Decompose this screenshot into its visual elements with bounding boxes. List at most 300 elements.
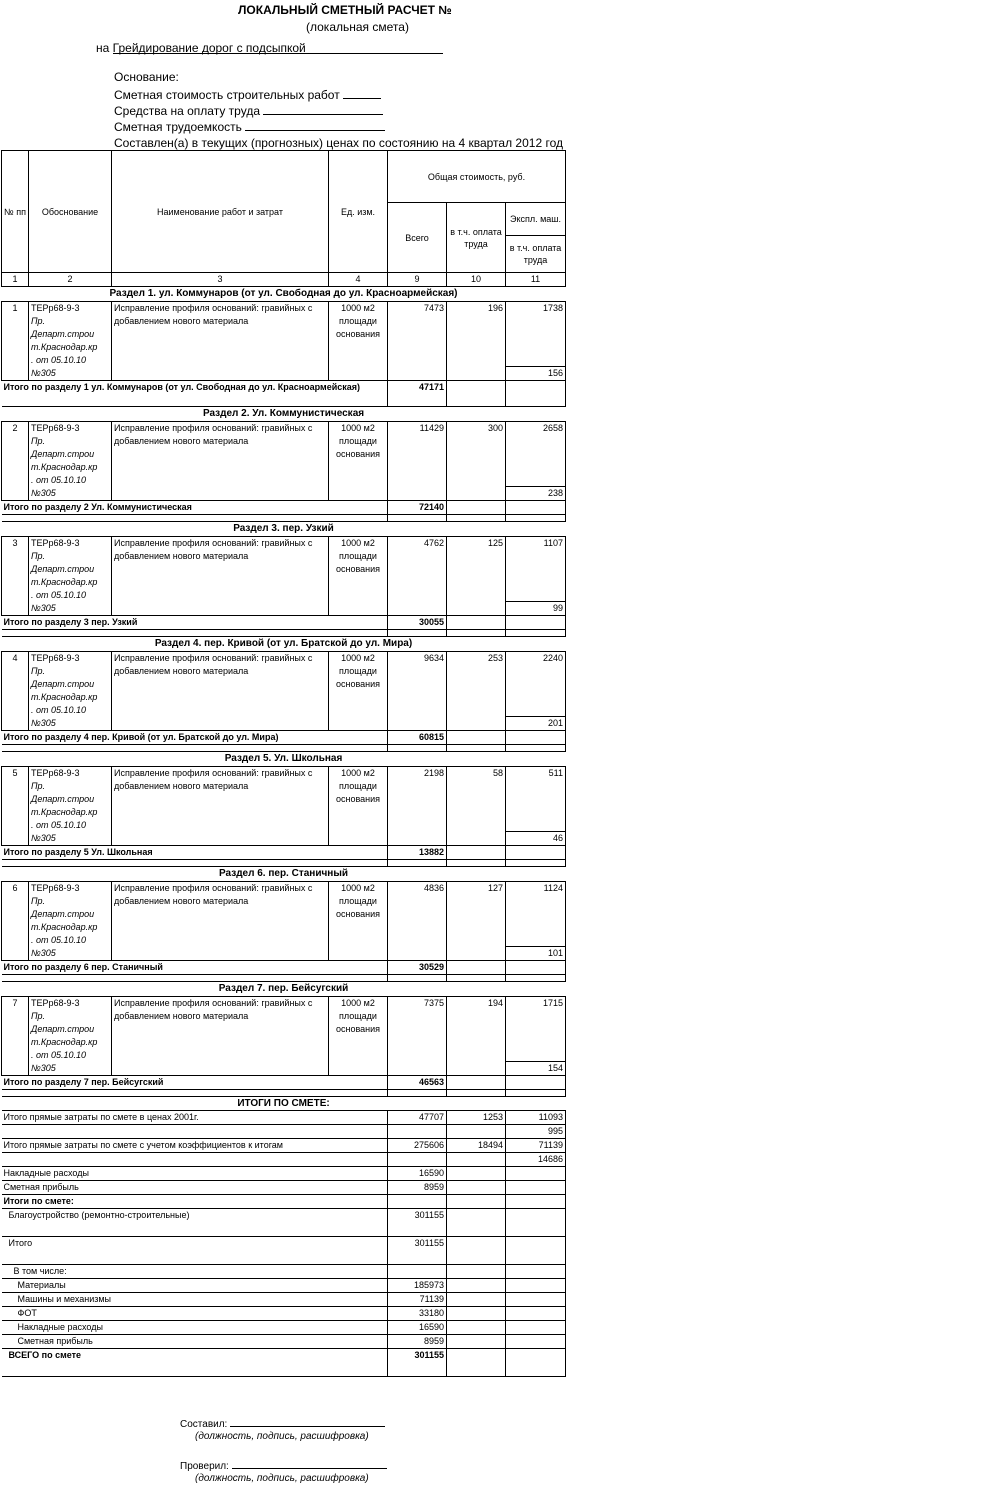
- item-num: 6: [2, 882, 29, 961]
- item-machines: [506, 537, 566, 616]
- spacer: [447, 1237, 506, 1265]
- item-num: 1: [2, 302, 29, 381]
- document-subtitle: (локальная смета): [306, 20, 409, 34]
- section-row: [2, 407, 566, 422]
- section-title: Раздел 4. пер. Кривой (от ул. Братской до ул. Мира): [2, 637, 566, 652]
- direct-coef-machines-labor: 14686: [506, 1153, 566, 1167]
- spacer: [388, 515, 447, 522]
- machines-value: 1738: [543, 303, 564, 313]
- spacer: [506, 1335, 566, 1349]
- spacer: [2, 515, 388, 522]
- subtotal-value: 72140: [388, 501, 447, 515]
- totals-row: [2, 1209, 566, 1237]
- spacer: [447, 1321, 506, 1335]
- totals-value: 71139: [388, 1293, 447, 1307]
- item-basis-line: №305: [31, 1063, 56, 1073]
- labor-fund-line: [114, 102, 383, 118]
- spacer: [2, 745, 388, 752]
- item-basis-line: Пр.: [31, 436, 46, 446]
- subtotal-row: [2, 1076, 566, 1090]
- spacer: [447, 1279, 506, 1293]
- spacer: [447, 1209, 506, 1237]
- totals-row: [2, 1293, 566, 1307]
- spacer: [447, 1265, 506, 1279]
- item-basis-line: Пр.: [31, 896, 46, 906]
- spacer: [2, 975, 388, 982]
- composed-line: [180, 1416, 385, 1430]
- machines-value: 1715: [543, 998, 564, 1008]
- machines-value: 2240: [543, 653, 564, 663]
- spacer: [2, 1125, 388, 1139]
- machines-labor-value: 238: [506, 486, 565, 500]
- spacer: [388, 745, 447, 752]
- composed-hint: (должность, подпись, расшифровка): [195, 1431, 369, 1442]
- spacer: [447, 1195, 506, 1209]
- section-title: Раздел 7. пер. Бейсугский: [2, 982, 566, 997]
- item-code: ТЕРр68-9-3: [31, 423, 80, 433]
- col-header-basis: Обоснование: [29, 151, 112, 273]
- item-num: 5: [2, 767, 29, 846]
- item-basis-line: т.Краснодар.кр: [31, 922, 98, 932]
- totals-row: [2, 1237, 566, 1265]
- totals-value: [388, 1195, 447, 1209]
- table-row: [2, 302, 566, 381]
- direct-2001-machines-labor: 995: [506, 1125, 566, 1139]
- item-unit: 1000 м2 площади основания: [329, 302, 388, 381]
- item-basis-line: . от 05.10.10: [31, 355, 87, 365]
- direct-coef-labor: 18494: [447, 1139, 506, 1153]
- totals-value: 8959: [388, 1335, 447, 1349]
- item-labor: 194: [447, 997, 506, 1076]
- item-total: 4836: [388, 882, 447, 961]
- subtotal-empty: [506, 381, 566, 407]
- spacer: [388, 1090, 447, 1097]
- machines-labor-value: 101: [506, 946, 565, 960]
- totals-row: [2, 1181, 566, 1195]
- composed-label: Составил:: [180, 1419, 228, 1430]
- spacer: [2, 1153, 388, 1167]
- section-row: [2, 287, 566, 302]
- spacer: [447, 1153, 506, 1167]
- subtotal-row: [2, 501, 566, 515]
- subtotal-label: Итого по разделу 7 пер. Бейсугский: [2, 1076, 388, 1090]
- subtotal-row: [2, 846, 566, 860]
- item-machines: [506, 767, 566, 846]
- item-total: 2198: [388, 767, 447, 846]
- col-index: 3: [112, 273, 329, 287]
- item-basis-line: Пр.: [31, 551, 46, 561]
- item-labor: 300: [447, 422, 506, 501]
- document-title: ЛОКАЛЬНЫЙ СМЕТНЫЙ РАСЧЕТ №: [238, 3, 452, 17]
- item-basis-line: . от 05.10.10: [31, 475, 87, 485]
- totals-value: 16590: [388, 1167, 447, 1181]
- item-labor: 125: [447, 537, 506, 616]
- spacer: [447, 975, 506, 982]
- item-total: 7375: [388, 997, 447, 1076]
- spacer: [2, 1090, 388, 1097]
- item-basis-line: Департ.строи: [31, 794, 95, 804]
- machines-value: 2658: [543, 423, 564, 433]
- subtotal-value: 13882: [388, 846, 447, 860]
- spacer: [388, 975, 447, 982]
- section-title: Раздел 2. Ул. Коммунистическая: [2, 407, 566, 422]
- col-header-all: Всего: [388, 203, 447, 273]
- subtotal-value: 60815: [388, 731, 447, 745]
- machines-cell: [506, 537, 565, 615]
- subtotal-empty: [506, 846, 566, 860]
- subtotal-label: Итого по разделу 3 пер. Узкий: [2, 616, 388, 630]
- subtotal-row: [2, 731, 566, 745]
- machines-labor-value: 46: [506, 831, 565, 845]
- item-basis-line: Департ.строи: [31, 909, 95, 919]
- col-header-machines-labor: в т.ч. оплата труда: [506, 236, 566, 273]
- spacer: [447, 1167, 506, 1181]
- col-header-unit: Ед. изм.: [329, 151, 388, 273]
- col-header-num: № пп: [2, 151, 29, 273]
- spacer: [506, 1307, 566, 1321]
- item-labor: 58: [447, 767, 506, 846]
- section-row: [2, 637, 566, 652]
- item-basis: [29, 767, 112, 846]
- item-basis: [29, 302, 112, 381]
- item-basis-line: т.Краснодар.кр: [31, 342, 98, 352]
- spacer: [447, 1125, 506, 1139]
- item-code: ТЕРр68-9-3: [31, 768, 80, 778]
- totals-row: [2, 1195, 566, 1209]
- item-name: Исправление профиля оснований: гравийных с добавлением нового материала: [112, 882, 329, 961]
- subtotal-empty: [447, 501, 506, 515]
- totals-value: 301155: [388, 1237, 447, 1265]
- table-row: [2, 882, 566, 961]
- item-basis-line: т.Краснодар.кр: [31, 1037, 98, 1047]
- spacer: [447, 515, 506, 522]
- col-index: 10: [447, 273, 506, 287]
- item-basis-line: т.Краснодар.кр: [31, 807, 98, 817]
- col-index: 1: [2, 273, 29, 287]
- spacer: [506, 630, 566, 637]
- item-basis-line: №305: [31, 718, 56, 728]
- totals-row: [2, 1167, 566, 1181]
- item-basis-line: №305: [31, 368, 56, 378]
- col-index: 11: [506, 273, 566, 287]
- item-labor: 253: [447, 652, 506, 731]
- item-basis-line: т.Краснодар.кр: [31, 692, 98, 702]
- totals-value: 185973: [388, 1279, 447, 1293]
- item-basis: [29, 882, 112, 961]
- subtotal-empty: [447, 846, 506, 860]
- subtotal-value: 30055: [388, 616, 447, 630]
- item-basis-line: . от 05.10.10: [31, 820, 87, 830]
- col-index: 9: [388, 273, 447, 287]
- item-total: 9634: [388, 652, 447, 731]
- price-level: Составлен(а) в текущих (прогнозных) ценах по состоянию на 4 квартал 2012 год: [114, 136, 563, 150]
- subtotal-value: 46563: [388, 1076, 447, 1090]
- table-row: [2, 537, 566, 616]
- direct-2001-labor: 1253: [447, 1111, 506, 1125]
- item-machines: [506, 302, 566, 381]
- labor-fund-label: Средства на оплату труда: [114, 104, 260, 118]
- machines-value: 1124: [543, 883, 564, 893]
- basis-label: Основание:: [114, 70, 179, 84]
- item-total: 7473: [388, 302, 447, 381]
- machines-labor-value: 156: [506, 366, 565, 380]
- totals-label: Материалы: [2, 1279, 388, 1293]
- item-unit: 1000 м2 площади основания: [329, 767, 388, 846]
- subtotal-empty: [506, 501, 566, 515]
- totals-label: Итого: [2, 1237, 388, 1265]
- labor-intensity-line: [114, 118, 385, 134]
- machines-cell: [506, 882, 565, 960]
- subtotal-empty: [447, 616, 506, 630]
- machines-labor-value: 99: [506, 601, 565, 615]
- subtotal-row: [2, 961, 566, 975]
- totals-row: [2, 1335, 566, 1349]
- table-row: [2, 997, 566, 1076]
- spacer: [447, 630, 506, 637]
- totals-row: [2, 1279, 566, 1293]
- spacer: [447, 1090, 506, 1097]
- totals-label: Сметная прибыль: [2, 1181, 388, 1195]
- spacer: [447, 745, 506, 752]
- item-basis-line: Пр.: [31, 316, 46, 326]
- subtotal-empty: [506, 961, 566, 975]
- object-prefix: на: [96, 41, 110, 55]
- totals-value: [388, 1265, 447, 1279]
- totals-label: ФОТ: [2, 1307, 388, 1321]
- item-code: ТЕРр68-9-3: [31, 653, 80, 663]
- spacer: [506, 1349, 566, 1377]
- direct-2001-total: 47707: [388, 1111, 447, 1125]
- totals-value: 8959: [388, 1181, 447, 1195]
- subtotal-label: Итого по разделу 1 ул. Коммунаров (от ул. Свободная до ул. Красноармейская): [2, 381, 388, 407]
- item-num: 7: [2, 997, 29, 1076]
- totals-label: Машины и механизмы: [2, 1293, 388, 1307]
- totals-label: Накладные расходы: [2, 1321, 388, 1335]
- spacer: [506, 1195, 566, 1209]
- spacer: [506, 1321, 566, 1335]
- spacer: [506, 1293, 566, 1307]
- item-name: Исправление профиля оснований: гравийных с добавлением нового материала: [112, 997, 329, 1076]
- spacer: [447, 1181, 506, 1195]
- totals-label: Сметная прибыль: [2, 1335, 388, 1349]
- totals-value: 301155: [388, 1349, 447, 1377]
- subtotal-empty: [447, 961, 506, 975]
- machines-cell: [506, 422, 565, 500]
- item-basis: [29, 652, 112, 731]
- item-machines: [506, 422, 566, 501]
- estimate-table: [1, 150, 566, 1377]
- machines-labor-value: 201: [506, 716, 565, 730]
- labor-intensity-label: Сметная трудоемкость: [114, 120, 242, 134]
- spacer: [506, 1167, 566, 1181]
- spacer: [388, 1153, 447, 1167]
- item-unit: 1000 м2 площади основания: [329, 537, 388, 616]
- item-basis-line: . от 05.10.10: [31, 705, 87, 715]
- item-labor: 127: [447, 882, 506, 961]
- col-index: 4: [329, 273, 388, 287]
- item-machines: [506, 997, 566, 1076]
- item-basis-line: т.Краснодар.кр: [31, 577, 98, 587]
- subtotal-empty: [447, 1076, 506, 1090]
- subtotal-row: [2, 381, 566, 407]
- item-basis-line: т.Краснодар.кр: [31, 462, 98, 472]
- spacer: [2, 860, 388, 867]
- machines-cell: [506, 767, 565, 845]
- direct-2001-machines: 11093: [506, 1111, 566, 1125]
- subtotal-label: Итого по разделу 2 Ул. Коммунистическая: [2, 501, 388, 515]
- cost-line: [114, 86, 381, 102]
- subtotal-empty: [506, 731, 566, 745]
- spacer: [447, 1293, 506, 1307]
- item-name: Исправление профиля оснований: гравийных с добавлением нового материала: [112, 652, 329, 731]
- item-machines: [506, 652, 566, 731]
- machines-value: 1107: [543, 538, 564, 548]
- spacer: [447, 1349, 506, 1377]
- spacer: [388, 860, 447, 867]
- item-basis: [29, 997, 112, 1076]
- item-basis-line: №305: [31, 833, 56, 843]
- section-row: [2, 982, 566, 997]
- item-basis-line: Пр.: [31, 1011, 46, 1021]
- spacer: [506, 975, 566, 982]
- item-basis-line: . от 05.10.10: [31, 590, 87, 600]
- col-index: 2: [29, 273, 112, 287]
- item-basis-line: Департ.строи: [31, 1024, 95, 1034]
- item-basis-line: №305: [31, 603, 56, 613]
- totals-row: [2, 1349, 566, 1377]
- machines-value: 511: [548, 768, 564, 778]
- col-header-incl-labor: в т.ч. оплата труда: [447, 203, 506, 273]
- spacer: [506, 745, 566, 752]
- totals-value: 16590: [388, 1321, 447, 1335]
- section-title: Раздел 1. ул. Коммунаров (от ул. Свободная до ул. Красноармейская): [2, 287, 566, 302]
- section-row: [2, 522, 566, 537]
- checked-hint: (должность, подпись, расшифровка): [195, 1473, 369, 1484]
- subtotal-row: [2, 616, 566, 630]
- section-title: Раздел 3. пер. Узкий: [2, 522, 566, 537]
- section-title: Раздел 5. Ул. Школьная: [2, 752, 566, 767]
- item-basis-line: . от 05.10.10: [31, 935, 87, 945]
- item-total: 4762: [388, 537, 447, 616]
- table-row: [2, 422, 566, 501]
- direct-coef-machines: 71139: [506, 1139, 566, 1153]
- item-basis-line: №305: [31, 948, 56, 958]
- totals-label: ВСЕГО по смете: [2, 1349, 388, 1377]
- item-basis-line: Департ.строи: [31, 449, 95, 459]
- spacer: [388, 1125, 447, 1139]
- item-unit: 1000 м2 площади основания: [329, 882, 388, 961]
- subtotal-label: Итого по разделу 4 пер. Кривой (от ул. Братской до ул. Мира): [2, 731, 388, 745]
- section-row: [2, 867, 566, 882]
- subtotal-value: 47171: [388, 381, 447, 407]
- cost-label: Сметная стоимость строительных работ: [114, 88, 340, 102]
- col-header-machines: Экспл. маш.: [506, 203, 566, 236]
- direct-2001-label: Итого прямые затраты по смете в ценах 2001г.: [2, 1111, 388, 1125]
- spacer: [506, 1265, 566, 1279]
- item-basis-line: Департ.строи: [31, 679, 95, 689]
- object-line: [96, 41, 443, 55]
- item-unit: 1000 м2 площади основания: [329, 652, 388, 731]
- subtotal-empty: [506, 1076, 566, 1090]
- subtotal-empty: [506, 616, 566, 630]
- item-num: 3: [2, 537, 29, 616]
- machines-cell: [506, 652, 565, 730]
- spacer: [447, 1307, 506, 1321]
- subtotal-label: Итого по разделу 6 пер. Станичный: [2, 961, 388, 975]
- item-basis-line: Департ.строи: [31, 564, 95, 574]
- item-name: Исправление профиля оснований: гравийных с добавлением нового материала: [112, 537, 329, 616]
- object-name: Грейдирование дорог с подсыпкой: [112, 41, 306, 55]
- item-total: 11429: [388, 422, 447, 501]
- item-code: ТЕРр68-9-3: [31, 303, 80, 313]
- item-name: Исправление профиля оснований: гравийных с добавлением нового материала: [112, 422, 329, 501]
- totals-label: Накладные расходы: [2, 1167, 388, 1181]
- subtotal-value: 30529: [388, 961, 447, 975]
- totals-label: Итоги по смете:: [2, 1195, 388, 1209]
- item-basis-line: Департ.строи: [31, 329, 95, 339]
- spacer: [506, 1237, 566, 1265]
- totals-row: [2, 1265, 566, 1279]
- totals-label: В том числе:: [2, 1265, 388, 1279]
- spacer: [506, 515, 566, 522]
- totals-label: Благоустройство (ремонтно-строительные): [2, 1209, 388, 1237]
- item-num: 2: [2, 422, 29, 501]
- totals-value: 33180: [388, 1307, 447, 1321]
- item-code: ТЕРр68-9-3: [31, 538, 80, 548]
- item-basis-line: Пр.: [31, 781, 46, 791]
- item-basis-line: . от 05.10.10: [31, 1050, 87, 1060]
- spacer: [2, 630, 388, 637]
- totals-heading: ИТОГИ ПО СМЕТЕ:: [2, 1097, 566, 1111]
- table-row: [2, 652, 566, 731]
- item-num: 4: [2, 652, 29, 731]
- checked-line: [180, 1458, 387, 1472]
- totals-value: 301155: [388, 1209, 447, 1237]
- item-basis: [29, 422, 112, 501]
- subtotal-label: Итого по разделу 5 Ул. Школьная: [2, 846, 388, 860]
- item-code: ТЕРр68-9-3: [31, 883, 80, 893]
- item-name: Исправление профиля оснований: гравийных с добавлением нового материала: [112, 302, 329, 381]
- table-row: [2, 767, 566, 846]
- item-unit: 1000 м2 площади основания: [329, 422, 388, 501]
- machines-cell: [506, 302, 565, 380]
- item-machines: [506, 882, 566, 961]
- spacer: [506, 1181, 566, 1195]
- spacer: [506, 860, 566, 867]
- subtotal-empty: [447, 731, 506, 745]
- col-header-total-cost: Общая стоимость, руб.: [388, 151, 566, 203]
- totals-row: [2, 1307, 566, 1321]
- item-code: ТЕРр68-9-3: [31, 998, 80, 1008]
- col-header-name: Наименование работ и затрат: [112, 151, 329, 273]
- totals-row: [2, 1321, 566, 1335]
- spacer: [447, 860, 506, 867]
- checked-label: Проверил:: [180, 1461, 229, 1472]
- spacer: [388, 630, 447, 637]
- item-basis: [29, 537, 112, 616]
- machines-labor-value: 154: [506, 1061, 565, 1075]
- machines-cell: [506, 997, 565, 1075]
- spacer: [506, 1209, 566, 1237]
- spacer: [506, 1279, 566, 1293]
- direct-coef-label: Итого прямые затраты по смете с учетом коэффициентов к итогам: [2, 1139, 388, 1153]
- item-name: Исправление профиля оснований: гравийных с добавлением нового материала: [112, 767, 329, 846]
- spacer: [506, 1090, 566, 1097]
- item-basis-line: №305: [31, 488, 56, 498]
- subtotal-empty: [447, 381, 506, 407]
- item-unit: 1000 м2 площади основания: [329, 997, 388, 1076]
- spacer: [447, 1335, 506, 1349]
